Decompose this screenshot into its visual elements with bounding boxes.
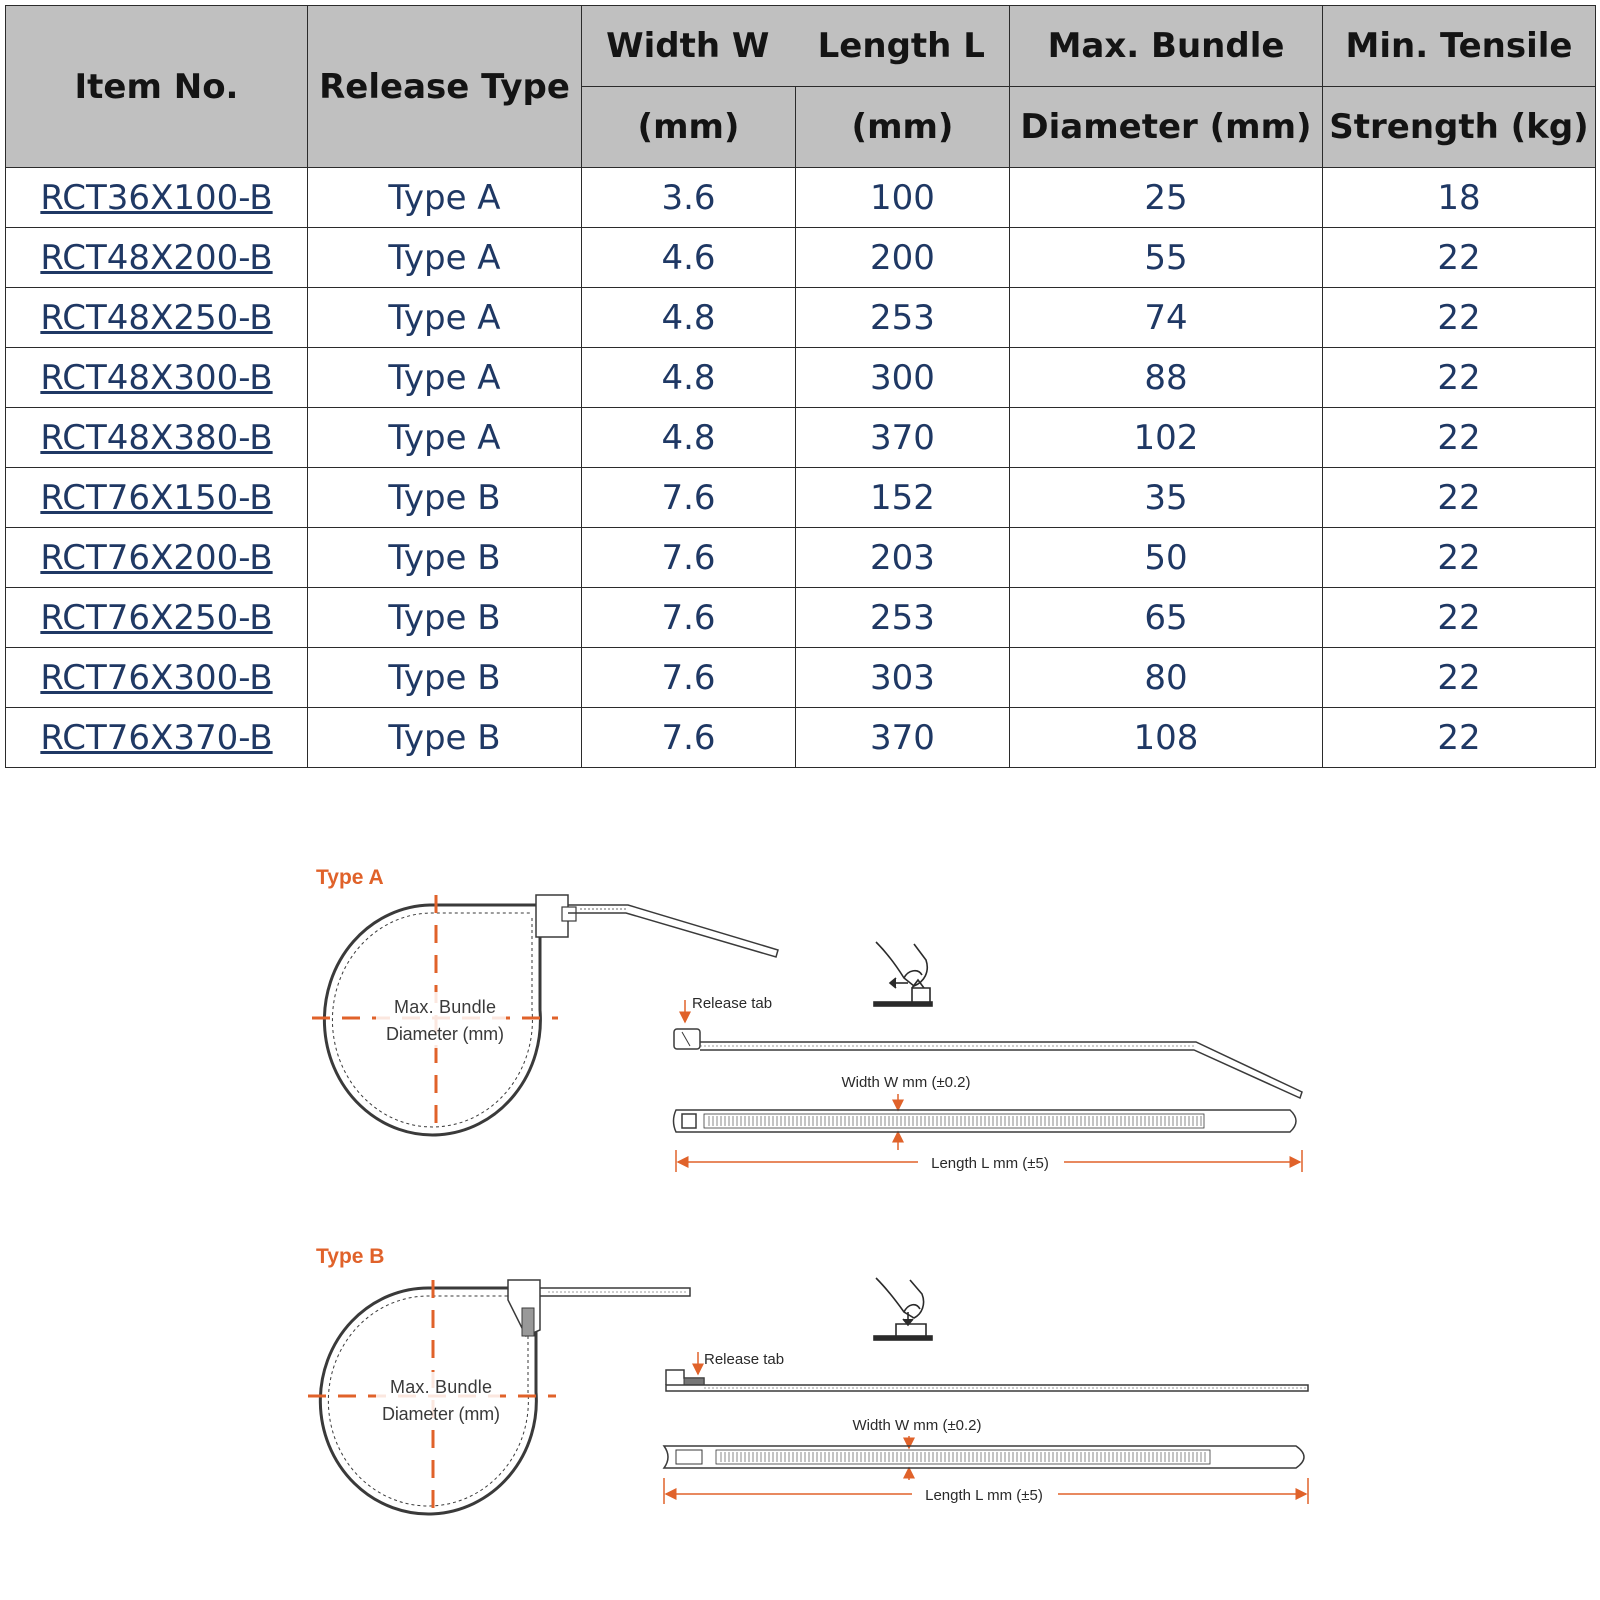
header-length: Length L: [817, 26, 985, 66]
header-release-type: Release Type: [308, 6, 582, 168]
type-b-finger-icon: [874, 1278, 932, 1340]
length-cell: 370: [796, 708, 1010, 768]
width-cell: 7.6: [582, 708, 796, 768]
tensile-strength-cell: 18: [1323, 168, 1596, 228]
tensile-strength-cell: 22: [1323, 528, 1596, 588]
length-cell: 300: [796, 348, 1010, 408]
release-type-cell: Type A: [308, 228, 582, 288]
item-no-link[interactable]: RCT48X380-B: [40, 417, 273, 458]
length-cell: 100: [796, 168, 1010, 228]
bundle-diameter-cell: 25: [1010, 168, 1323, 228]
header-bundle-bottom: Diameter (mm): [1010, 87, 1323, 168]
release-type-cell: Type A: [308, 288, 582, 348]
type-a-bundle-label-2: Diameter (mm): [386, 1024, 504, 1044]
width-cell: 7.6: [582, 528, 796, 588]
length-cell: 253: [796, 588, 1010, 648]
tensile-strength-cell: 22: [1323, 228, 1596, 288]
width-cell: 4.8: [582, 288, 796, 348]
type-a-finger-icon: [874, 942, 932, 1006]
header-length-unit: (mm): [796, 87, 1010, 168]
width-cell: 4.8: [582, 408, 796, 468]
width-cell: 4.8: [582, 348, 796, 408]
tensile-strength-cell: 22: [1323, 468, 1596, 528]
release-type-cell: Type B: [308, 468, 582, 528]
item-no-link[interactable]: RCT36X100-B: [40, 177, 273, 218]
release-type-cell: Type B: [308, 588, 582, 648]
tensile-strength-cell: 22: [1323, 708, 1596, 768]
type-b-release-tab-label: Release tab: [704, 1351, 785, 1368]
width-cell: 4.6: [582, 228, 796, 288]
tensile-strength-cell: 22: [1323, 348, 1596, 408]
bundle-diameter-cell: 65: [1010, 588, 1323, 648]
bundle-diameter-cell: 102: [1010, 408, 1323, 468]
release-type-cell: Type B: [308, 648, 582, 708]
header-item-no: Item No.: [6, 6, 308, 168]
release-type-cell: Type B: [308, 708, 582, 768]
tensile-strength-cell: 22: [1323, 408, 1596, 468]
tensile-strength-cell: 22: [1323, 648, 1596, 708]
item-no-link[interactable]: RCT76X150-B: [40, 477, 273, 518]
item-no-link[interactable]: RCT76X370-B: [40, 717, 273, 758]
item-no-link[interactable]: RCT76X300-B: [40, 657, 273, 698]
width-cell: 3.6: [582, 168, 796, 228]
tensile-strength-cell: 22: [1323, 588, 1596, 648]
type-b-top-view: [664, 1446, 1304, 1468]
release-type-cell: Type A: [308, 408, 582, 468]
bundle-diameter-cell: 88: [1010, 348, 1323, 408]
bundle-diameter-cell: 35: [1010, 468, 1323, 528]
release-type-cell: Type B: [308, 528, 582, 588]
type-a-length-label: Length L mm (±5): [931, 1155, 1049, 1172]
header-width-unit: (mm): [582, 87, 796, 168]
width-cell: 7.6: [582, 468, 796, 528]
bundle-diameter-cell: 74: [1010, 288, 1323, 348]
type-a-top-view: [674, 1110, 1297, 1132]
type-b-bundle-label-2: Diameter (mm): [382, 1404, 500, 1424]
type-a-width-label: Width W mm (±0.2): [841, 1074, 971, 1091]
header-bundle-top: Max. Bundle: [1010, 6, 1323, 87]
item-no-link[interactable]: RCT48X250-B: [40, 297, 273, 338]
item-no-link[interactable]: RCT48X300-B: [40, 357, 273, 398]
type-a-bundle-label-1: Max. Bundle: [394, 997, 496, 1017]
length-cell: 200: [796, 228, 1010, 288]
header-tensile-top: Min. Tensile: [1323, 6, 1596, 87]
bundle-diameter-cell: 108: [1010, 708, 1323, 768]
tensile-strength-cell: 22: [1323, 288, 1596, 348]
type-a-title: Type A: [316, 866, 384, 889]
type-b-width-label: Width W mm (±0.2): [852, 1417, 982, 1434]
type-b-title: Type B: [316, 1245, 385, 1268]
width-cell: 7.6: [582, 588, 796, 648]
header-tensile-bottom: Strength (kg): [1323, 87, 1596, 168]
width-cell: 7.6: [582, 648, 796, 708]
type-b-side-view: [666, 1370, 1308, 1391]
bundle-diameter-cell: 80: [1010, 648, 1323, 708]
type-a-diagram: [312, 866, 1302, 1172]
type-a-side-view: [674, 1029, 1302, 1098]
item-no-link[interactable]: RCT76X200-B: [40, 537, 273, 578]
release-type-cell: Type A: [308, 348, 582, 408]
length-cell: 203: [796, 528, 1010, 588]
length-cell: 253: [796, 288, 1010, 348]
bundle-diameter-cell: 50: [1010, 528, 1323, 588]
type-b-length-label: Length L mm (±5): [925, 1487, 1043, 1504]
bundle-diameter-cell: 55: [1010, 228, 1323, 288]
length-cell: 152: [796, 468, 1010, 528]
length-cell: 370: [796, 408, 1010, 468]
length-cell: 303: [796, 648, 1010, 708]
header-width: Width W: [606, 26, 770, 66]
type-b-diagram: [308, 1245, 1308, 1518]
type-b-bundle-label-1: Max. Bundle: [390, 1377, 492, 1397]
type-a-release-tab-label: Release tab: [692, 995, 773, 1012]
release-type-cell: Type A: [308, 168, 582, 228]
item-no-link[interactable]: RCT76X250-B: [40, 597, 273, 638]
item-no-link[interactable]: RCT48X200-B: [40, 237, 273, 278]
